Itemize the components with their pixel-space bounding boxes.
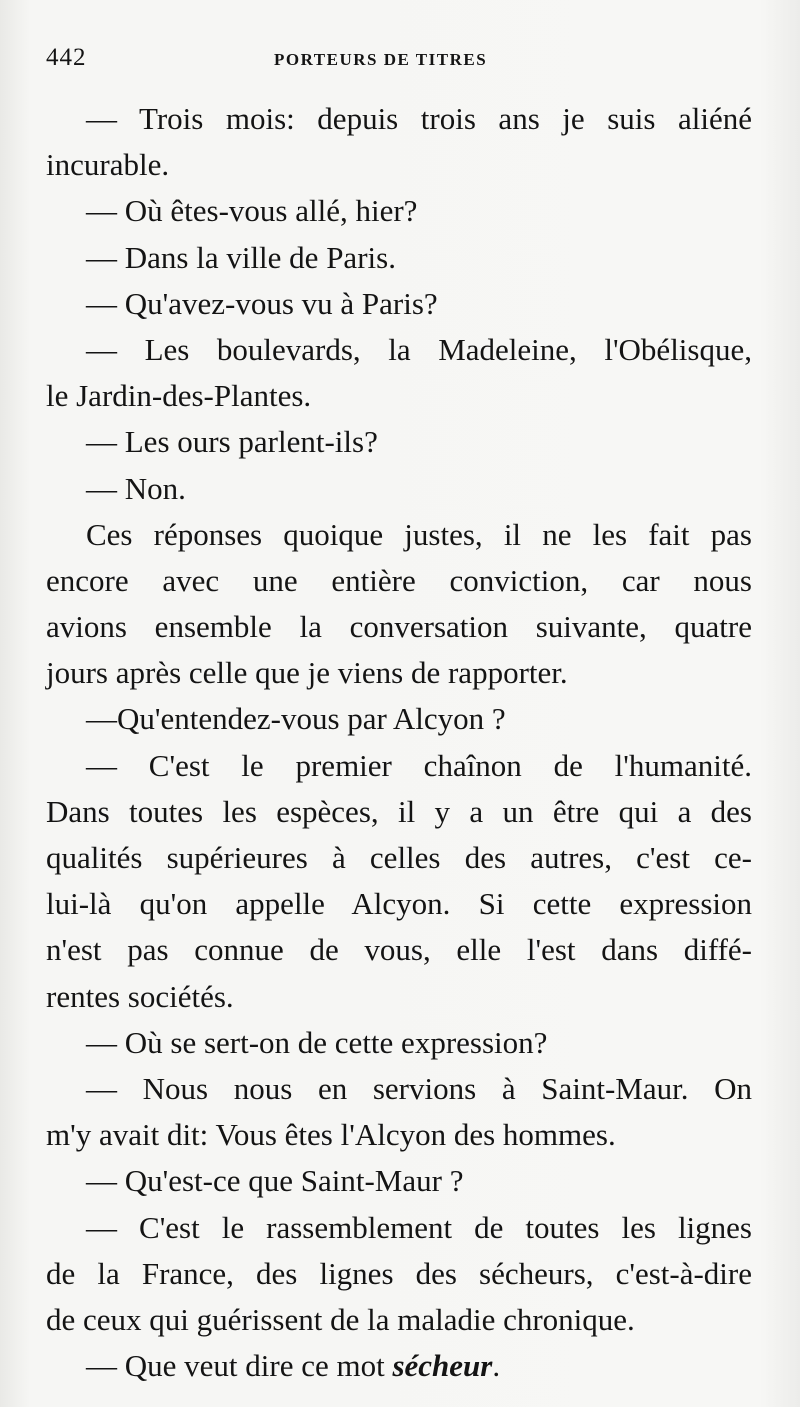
text-line: rentes sociétés. (46, 978, 234, 1014)
text-line: incurable. (46, 147, 170, 183)
text-line: de la France, des lignes des sécheurs, c'est-à-dire (46, 1255, 752, 1291)
text-line: lui-là qu'on appelle Alcyon. Si cette expression (46, 886, 752, 922)
text-line: —Qu'entendez-vous par Alcyon ? (86, 701, 506, 737)
text-line: m'y avait dit: Vous êtes l'Alcyon des hommes. (46, 1117, 616, 1153)
text-line-final (46, 1343, 752, 1389)
text-line: — C'est le premier chaînon de l'humanité. (86, 747, 752, 783)
page-header (46, 44, 746, 76)
text-line: — Non. (86, 470, 186, 506)
text-line: — Les ours parlent-ils? (86, 424, 378, 460)
emphasized-word: sécheur (392, 1348, 493, 1384)
text-line: — Qu'avez-vous vu à Paris? (86, 285, 438, 321)
text-line: — Les boulevards, la Madeleine, l'Obélisque, (86, 331, 752, 367)
text-line: qualités supérieures à celles des autres, c'est ce- (46, 840, 752, 875)
running-title: PORTEURS DE TITRES (274, 50, 488, 69)
page-number: 442 (46, 44, 87, 71)
text-line: — C'est le rassemblement de toutes les lignes (86, 1209, 752, 1245)
final-line-prefix: — Que veut dire ce mot (86, 1348, 393, 1384)
text-line: — Dans la ville de Paris. (86, 239, 396, 275)
body-text (46, 96, 752, 1389)
text-line: encore avec une entière conviction, car nous (46, 562, 752, 598)
text-line: Ces réponses quoique justes, il ne les fait pas (86, 516, 752, 552)
text-line: — Où se sert-on de cette expression? (86, 1024, 548, 1060)
text-line: Dans toutes les espèces, il y a un être qui a des (46, 793, 752, 829)
text-line: le Jardin-des-Plantes. (46, 378, 312, 414)
text-line: de ceux qui guérissent de la maladie chronique. (46, 1301, 635, 1337)
text-line: — Trois mois: depuis trois ans je suis aliéné (86, 101, 752, 136)
text-line: avions ensemble la conversation suivante, quatre (46, 609, 752, 645)
text-line: n'est pas connue de vous, elle l'est dans diffé- (46, 932, 752, 968)
final-line-suffix: . (492, 1348, 501, 1384)
text-line: — Nous nous en servions à Saint-Maur. On (86, 1070, 752, 1106)
text-line: — Où êtes-vous allé, hier? (86, 193, 418, 229)
text-line: jours après celle que je viens de rapporter. (46, 655, 568, 691)
text-line: — Qu'est-ce que Saint-Maur ? (86, 1163, 464, 1199)
